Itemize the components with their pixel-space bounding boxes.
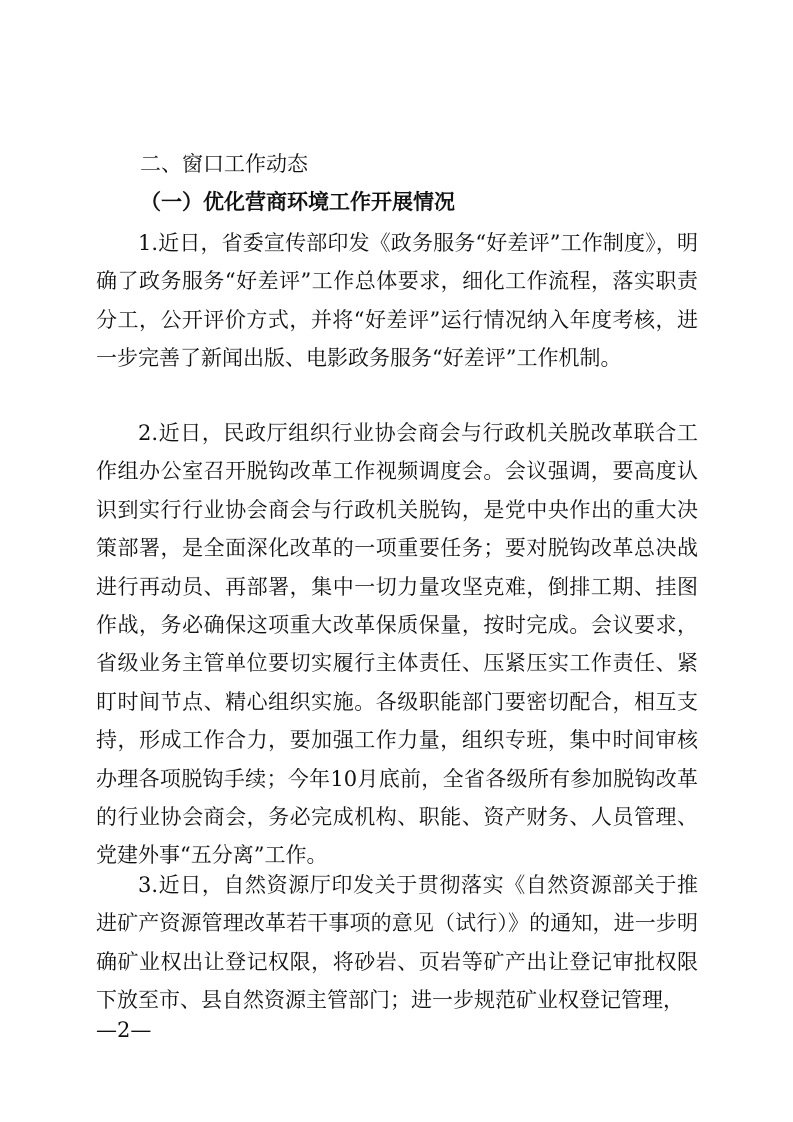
paragraph-2: 2.近日，民政厅组织行业协会商会与行政机关脱改革联合工作组办公室召开脱钩改革工作视频调度会。会议强调，要高度认识到实行行业协会商会与行政机关脱钩，是党中央作出的重大决策部署，是全面深化改革的一项重要任务；要对脱钩改革总决战进行再动员、再部署，集中一切力量攻坚克难，倒排工期、挂图作战，务必确保这项重大改革保质保量，按时完成。会议要求，省级业务主管单位要切实履行主体责任、压紧压实工作责任、紧盯时间节点、精心组织实施。各级职能部门要密切配合，相互支持，形成工作合力，要加强工作力量，组织专班，集中时间审核办理各项脱钩手续；今年10月底前，全省各级所有参加脱钩改革的行业协会商会，务必完成机构、职能、资产财务、人员管理、党建外事“五分离”工作。 <box>96 421 698 868</box>
paragraph-3: 3.近日，自然资源厅印发关于贯彻落实《自然资源部关于推进矿产资源管理改革若干事项的意见（试行）》的通知，进一步明确矿业权出让登记权限，将砂岩、页岩等矿产出让登记审批权限下放至市、县自然资源主管部门；进一步规范矿业权登记管理， <box>96 873 698 1013</box>
paragraph-1: 1.近日，省委宣传部印发《政务服务“好差评”工作制度》，明确了政务服务“好差评”工作总体要求，细化工作流程，落实职责分工，公开评价方式，并将“好差评”运行情况纳入年度考核，进一步完善了新闻出版、电影政务服务“好差评”工作机制。 <box>96 231 698 371</box>
subsection-heading: （一）优化营商环境工作开展情况 <box>140 190 455 214</box>
section-heading: 二、窗口工作动态 <box>140 152 308 176</box>
page-number: —2— <box>96 1018 152 1042</box>
